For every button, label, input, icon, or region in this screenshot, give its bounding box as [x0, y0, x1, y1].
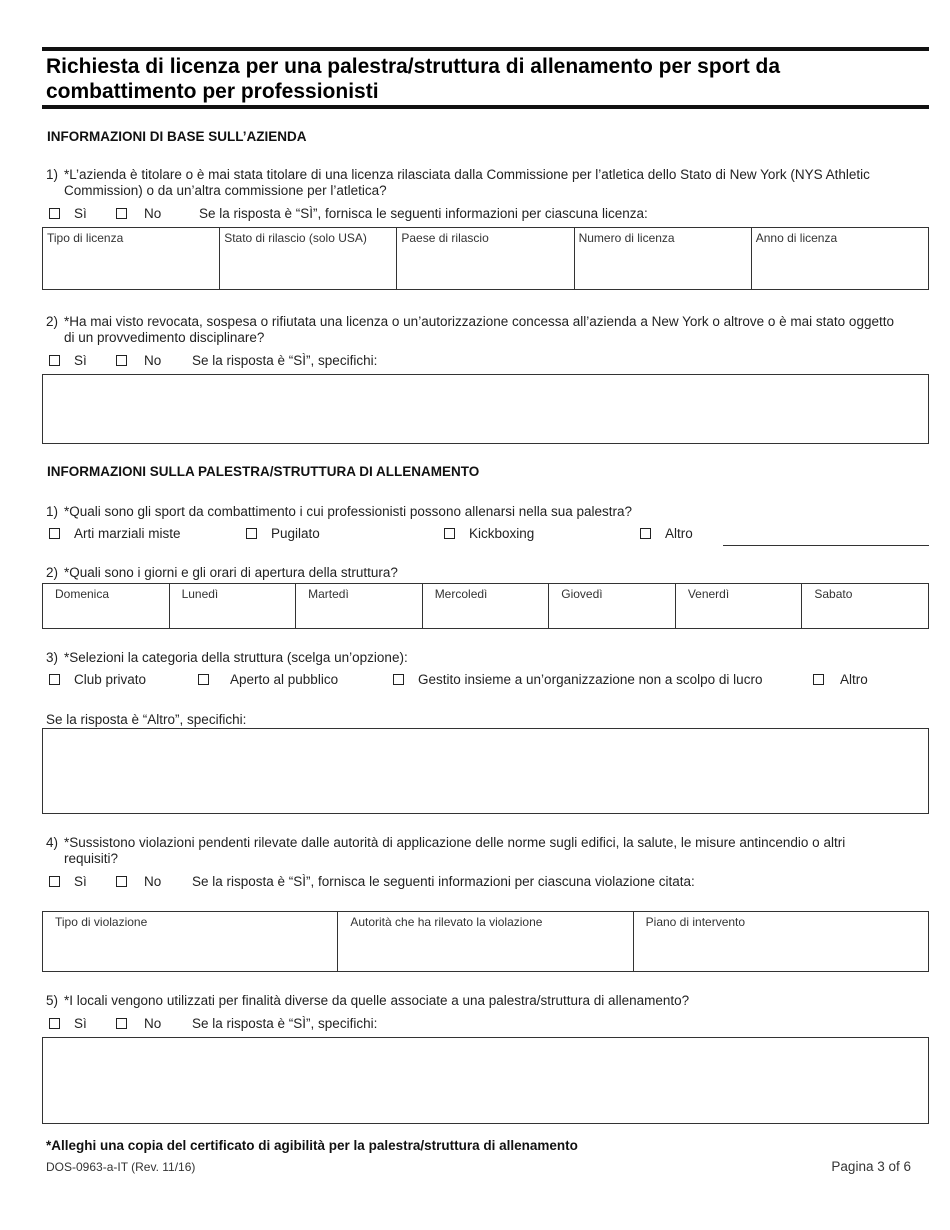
gym-q5-yes-checkbox[interactable]: [49, 1018, 60, 1029]
license-number-cell[interactable]: Numero di licenza: [574, 228, 751, 290]
page-title-line2: combattimento per professionisti: [46, 80, 379, 103]
sport-option-other[interactable]: [640, 526, 693, 541]
gym-q3-question: *Selezioni la categoria della struttura (scelga un’opzione):: [64, 650, 408, 665]
basic-q1-no-label: No: [144, 206, 162, 221]
gym-q5-details-box[interactable]: [42, 1037, 929, 1124]
category-option-nonprofit[interactable]: [393, 672, 762, 687]
gym-q4-yes-label: Sì: [74, 874, 87, 889]
license-type-cell[interactable]: Tipo di licenza: [43, 228, 220, 290]
category-other-label: Altro: [840, 672, 868, 687]
gym-q4-number: 4): [46, 835, 59, 850]
category-option-private[interactable]: [49, 672, 146, 687]
gym-q3-other-prompt: Se la risposta è “Altro”, specifichi:: [46, 712, 247, 727]
basic-q2-line1: *Ha mai visto revocata, sospesa o rifiutata una licenza o un’autorizzazione concessa all’azienda a New York o altrove o è mai stato oggetto: [64, 314, 894, 329]
hours-tuesday-cell[interactable]: Martedì: [296, 584, 423, 629]
basic-q1-text: [46, 167, 926, 199]
gym-q3-number: 3): [46, 650, 59, 665]
top-rule: [42, 47, 929, 51]
basic-q1-no-option[interactable]: [116, 206, 161, 221]
category-option-other[interactable]: [813, 672, 868, 687]
hours-thursday-cell[interactable]: Giovedì: [549, 584, 676, 629]
gym-q5-no-label: No: [144, 1016, 162, 1031]
category-nonprofit-label: Gestito insieme a un’organizzazione non a scolpo di lucro: [418, 672, 763, 687]
sport-option-kickboxing[interactable]: [444, 526, 534, 541]
hours-sunday-cell[interactable]: Domenica: [43, 584, 170, 629]
gym-q5-no-option[interactable]: [116, 1016, 161, 1031]
gym-q1-text: [46, 504, 632, 520]
sport-option-boxing[interactable]: [246, 526, 320, 541]
sport-boxing-checkbox[interactable]: [246, 528, 257, 539]
gym-q4-line1: *Sussistono violazioni pendenti rilevate dalle autorità di applicazione delle norme sugli edifici, la salute, le misure antincendio o altri: [64, 835, 846, 850]
basic-q1-yes-label: Sì: [74, 206, 87, 221]
license-table-row: [43, 228, 929, 290]
hours-friday-cell[interactable]: Venerdì: [675, 584, 802, 629]
gym-q4-no-label: No: [144, 874, 162, 889]
basic-q2-line2: di un provvedimento disciplinare?: [64, 330, 265, 345]
violations-table: [42, 911, 929, 972]
basic-info-heading: INFORMAZIONI DI BASE SULL’AZIENDA: [47, 129, 307, 144]
hours-saturday-cell[interactable]: Sabato: [802, 584, 929, 629]
basic-q2-no-label: No: [144, 353, 162, 368]
violations-table-row: [43, 912, 929, 972]
category-option-public[interactable]: [198, 672, 338, 687]
gym-q4-yes-option[interactable]: [49, 874, 87, 889]
basic-q1-number: 1): [46, 167, 59, 182]
basic-q1-line2: Commission) o da un’altra commissione per l’atletica?: [64, 183, 387, 198]
license-state-cell[interactable]: Stato di rilascio (solo USA): [220, 228, 397, 290]
hours-monday-cell[interactable]: Lunedì: [169, 584, 296, 629]
category-private-checkbox[interactable]: [49, 674, 60, 685]
basic-q2-no-option[interactable]: [116, 353, 161, 368]
gym-q5-yes-option[interactable]: [49, 1016, 87, 1031]
gym-q2-question: *Quali sono i giorni e gli orari di apertura della struttura?: [64, 565, 398, 580]
sport-mma-label: Arti marziali miste: [74, 526, 181, 541]
category-public-checkbox[interactable]: [198, 674, 209, 685]
category-nonprofit-checkbox[interactable]: [393, 674, 404, 685]
sport-boxing-label: Pugilato: [271, 526, 320, 541]
basic-q2-followup: Se la risposta è “SÌ”, specifichi:: [192, 353, 378, 368]
gym-q2-number: 2): [46, 565, 59, 580]
license-year-cell[interactable]: Anno di licenza: [751, 228, 928, 290]
sport-mma-checkbox[interactable]: [49, 528, 60, 539]
gym-info-heading: INFORMAZIONI SULLA PALESTRA/STRUTTURA DI ALLENAMENTO: [47, 464, 480, 479]
form-id: DOS-0963-a-IT (Rev. 11/16): [46, 1160, 196, 1174]
violation-plan-cell[interactable]: Piano di intervento: [633, 912, 928, 972]
sport-other-label: Altro: [665, 526, 693, 541]
gym-q5-text: [46, 993, 689, 1009]
sport-other-input-line[interactable]: [723, 545, 929, 546]
basic-q2-number: 2): [46, 314, 59, 329]
sport-kickboxing-label: Kickboxing: [469, 526, 535, 541]
license-country-cell[interactable]: Paese di rilascio: [397, 228, 574, 290]
license-table: [42, 227, 929, 290]
category-private-label: Club privato: [74, 672, 147, 687]
basic-q2-details-box[interactable]: [42, 374, 929, 444]
sport-kickboxing-checkbox[interactable]: [444, 528, 455, 539]
basic-q1-followup: Se la risposta è “SÌ”, fornisca le seguenti informazioni per ciascuna licenza:: [199, 206, 648, 221]
basic-q1-yes-option[interactable]: [49, 206, 87, 221]
gym-q3-text: [46, 650, 408, 666]
gym-q3-other-box[interactable]: [42, 728, 929, 814]
gym-q4-no-option[interactable]: [116, 874, 161, 889]
hours-table-row: [43, 584, 929, 629]
gym-q4-followup: Se la risposta è “SÌ”, fornisca le seguenti informazioni per ciascuna violazione citata:: [192, 874, 695, 889]
basic-q2-yes-checkbox[interactable]: [49, 355, 60, 366]
hours-wednesday-cell[interactable]: Mercoledì: [422, 584, 549, 629]
gym-q5-question: *I locali vengono utilizzati per finalità diverse da quelle associate a una palestra/struttura di allenamento?: [64, 993, 690, 1008]
sport-other-checkbox[interactable]: [640, 528, 651, 539]
violation-type-cell[interactable]: Tipo di violazione: [43, 912, 338, 972]
gym-q5-followup: Se la risposta è “SÌ”, specifichi:: [192, 1016, 378, 1031]
page-number: Pagina 3 of 6: [831, 1159, 911, 1174]
page-title: [46, 54, 926, 104]
gym-q5-number: 5): [46, 993, 59, 1008]
certificate-note: *Alleghi una copia del certificato di agibilità per la palestra/struttura di allenamento: [46, 1138, 578, 1153]
basic-q2-yes-option[interactable]: [49, 353, 87, 368]
gym-q4-yes-checkbox[interactable]: [49, 876, 60, 887]
gym-q5-yes-label: Sì: [74, 1016, 87, 1031]
sport-option-mma[interactable]: [49, 526, 181, 541]
basic-q2-no-checkbox[interactable]: [116, 355, 127, 366]
hours-table: [42, 583, 929, 629]
basic-q1-yes-checkbox[interactable]: [49, 208, 60, 219]
gym-q1-question: *Quali sono gli sport da combattimento i cui professionisti possono allenarsi nella sua palestra?: [64, 504, 633, 519]
basic-q2-yes-label: Sì: [74, 353, 87, 368]
gym-q5-no-checkbox[interactable]: [116, 1018, 127, 1029]
title-underline-rule: [42, 105, 929, 109]
basic-q2-text: [46, 314, 931, 346]
gym-q2-text: [46, 565, 398, 581]
gym-q4-no-checkbox[interactable]: [116, 876, 127, 887]
page-title-line1: Richiesta di licenza per una palestra/struttura di allenamento per sport da: [46, 55, 781, 78]
gym-q4-text: [46, 835, 926, 867]
category-other-checkbox[interactable]: [813, 674, 824, 685]
category-public-label: Aperto al pubblico: [230, 672, 339, 687]
gym-q1-number: 1): [46, 504, 59, 519]
violation-authority-cell[interactable]: Autorità che ha rilevato la violazione: [338, 912, 633, 972]
basic-q1-line1: *L’azienda è titolare o è mai stata titolare di una licenza rilasciata dalla Commissione per l’atletica dello Stato di New York (NYS Athletic: [64, 167, 870, 182]
basic-q1-no-checkbox[interactable]: [116, 208, 127, 219]
gym-q4-line2: requisiti?: [64, 851, 119, 866]
